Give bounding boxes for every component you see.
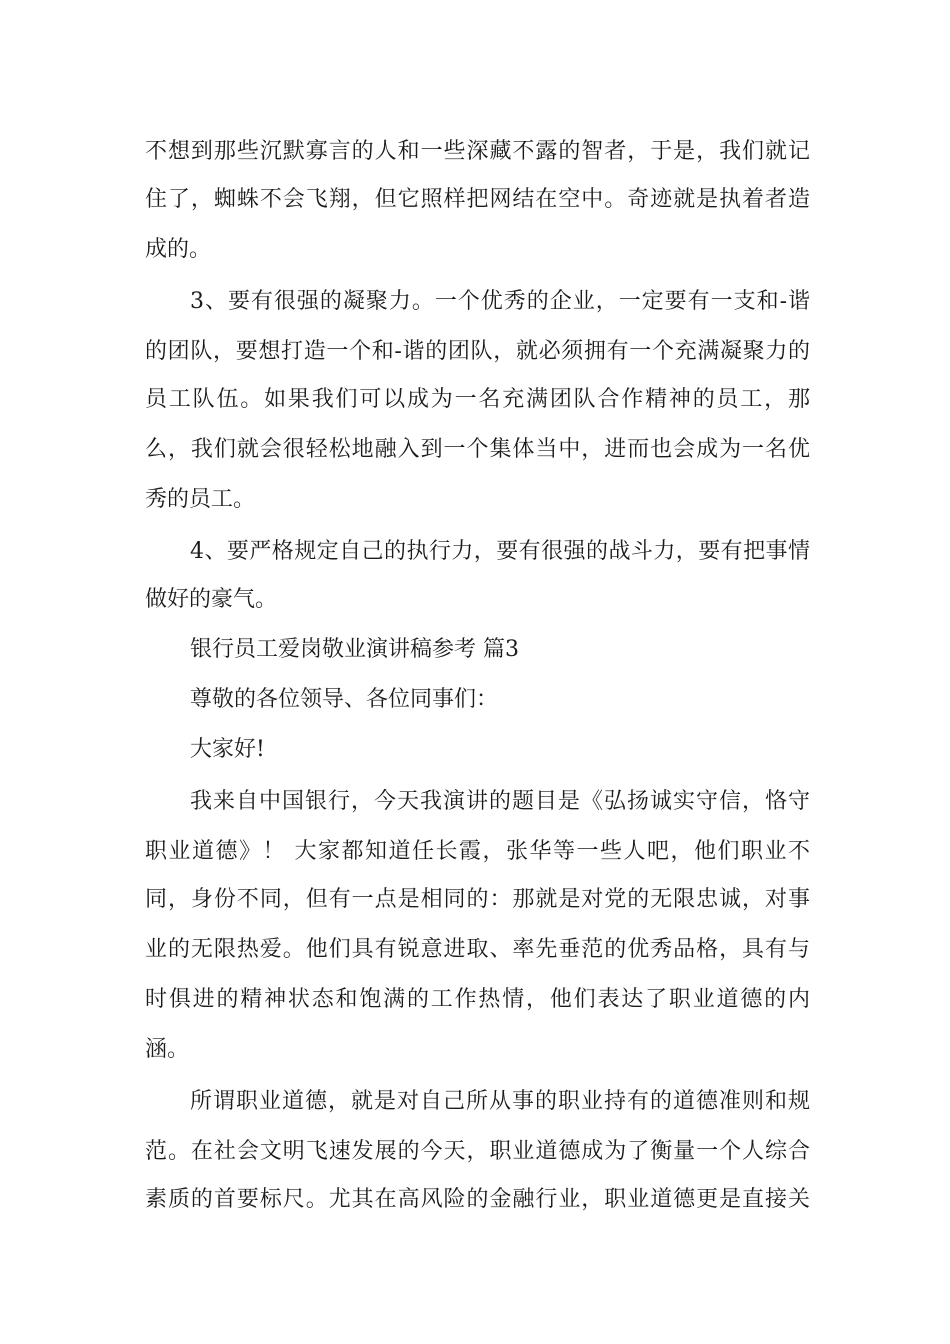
paragraph-line: 职业道德》！ 大家都知道任长霞，张华等一些人吧，他们职业不 (145, 839, 810, 864)
paragraph-line: 涵。 (145, 1037, 190, 1062)
paragraph-line: 4、要严格规定自己的执行力，要有很强的战斗力，要有把事情 (190, 539, 810, 564)
paragraph-line: 同，身份不同，但有一点是相同的：那就是对党的无限忠诚，对事 (145, 887, 810, 912)
salutation: 尊敬的各位领导、各位同事们： (190, 687, 499, 712)
paragraph-line: 员工队伍。如果我们可以成为一名充满团队合作精神的员工，那 (145, 387, 810, 412)
paragraph-line: 我来自中国银行，今天我演讲的题目是《弘扬诚实守信，恪守 (190, 789, 810, 814)
paragraph-line: 的团队，要想打造一个和-谐的团队，就必须拥有一个充满凝聚力的 (145, 339, 810, 364)
paragraph-line: 所谓职业道德，就是对自己所从事的职业持有的道德准则和规 (190, 1089, 810, 1114)
paragraph-line: 素质的首要标尺。尤其在高风险的金融行业，职业道德更是直接关 (145, 1187, 810, 1212)
paragraph-line: 范。在社会文明飞速发展的今天，职业道德成为了衡量一个人综合 (145, 1139, 810, 1164)
greeting: 大家好! (190, 737, 265, 762)
paragraph-line: 业的无限热爱。他们具有锐意进取、率先垂范的优秀品格，具有与 (145, 937, 810, 962)
paragraph-line: 么，我们就会很轻松地融入到一个集体当中，进而也会成为一名优 (145, 437, 810, 462)
paragraph-line: 做好的豪气。 (145, 587, 278, 612)
paragraph-line: 时俱进的精神状态和饱满的工作热情，他们表达了职业道德的内 (145, 987, 810, 1012)
paragraph-line: 秀的员工。 (145, 487, 256, 512)
section-heading: 银行员工爱岗敬业演讲稿参考 篇3 (190, 637, 519, 662)
paragraph-line: 成的。 (145, 237, 212, 262)
paragraph-line: 住了，蜘蛛不会飞翔，但它照样把网结在空中。奇迹就是执着者造 (145, 187, 810, 212)
paragraph-line: 3、要有很强的凝聚力。一个优秀的企业，一定要有一支和-谐 (190, 289, 810, 314)
paragraph-line: 不想到那些沉默寡言的人和一些深藏不露的智者，于是，我们就记 (145, 139, 810, 164)
